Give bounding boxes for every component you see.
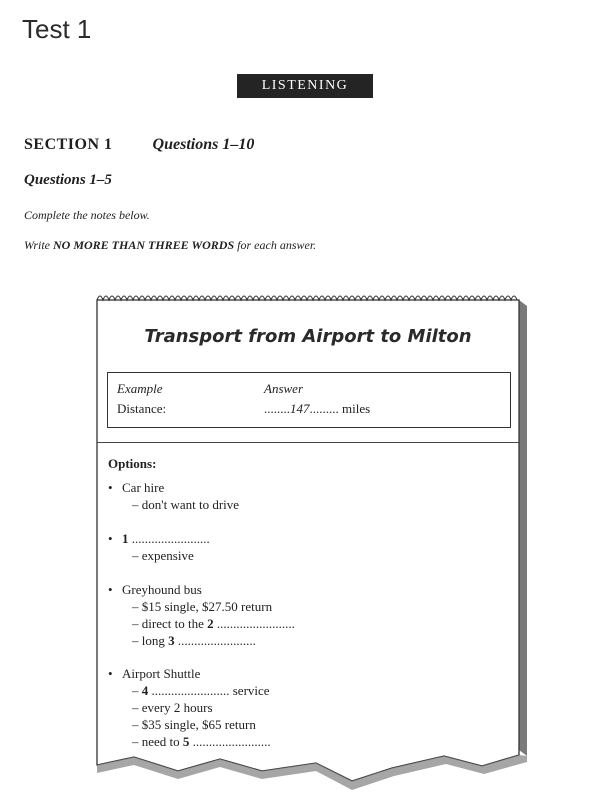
greyhound-price: – $15 single, $27.50 return — [132, 599, 273, 614]
questions-range: Questions 1–10 — [152, 136, 255, 153]
bullet-icon: • — [108, 666, 113, 681]
question-4 — [132, 683, 270, 699]
answer-label: Answer — [264, 381, 303, 396]
question-5 — [132, 734, 271, 750]
example-label: Example — [117, 381, 163, 396]
question-1-detail: – expensive — [132, 548, 194, 563]
shuttle-frequency: – every 2 hours — [132, 700, 213, 715]
instruction-complete: Complete the notes below. — [24, 208, 150, 222]
answer-blank: ........................ — [189, 734, 271, 749]
answer-blank: ........................ — [128, 531, 210, 546]
option-shuttle — [108, 666, 200, 682]
question-number: 2 — [207, 616, 214, 631]
example-answer — [264, 401, 370, 417]
paper-shadow — [519, 300, 527, 756]
listening-banner: LISTENING — [237, 74, 373, 98]
bullet-icon: • — [108, 531, 113, 546]
instruction-bold: NO MORE THAN THREE WORDS — [53, 238, 235, 252]
example-field: Distance: — [117, 401, 167, 416]
answer-blank: ........................ — [174, 633, 256, 648]
instruction-pre: Write — [24, 238, 53, 252]
option-label: Car hire — [122, 480, 165, 495]
instruction-post: for each answer. — [234, 238, 317, 252]
bullet-icon: • — [108, 480, 113, 495]
question-number: 5 — [182, 734, 190, 749]
question-3 — [132, 633, 256, 649]
option-label: Airport Shuttle — [122, 666, 201, 681]
question-number: 3 — [168, 633, 175, 648]
option-greyhound — [108, 582, 202, 598]
option-label: Greyhound bus — [122, 582, 202, 597]
answer-value: 147 — [290, 401, 310, 416]
answer-blank: ........................ — [213, 616, 295, 631]
notes-divider — [97, 442, 519, 443]
question-2 — [132, 616, 295, 632]
notes-title: Transport from Airport to Milton — [144, 326, 472, 347]
car-hire-detail: – don't want to drive — [132, 497, 240, 512]
q4-prefix: – — [132, 683, 142, 698]
section-label: SECTION 1 — [24, 136, 113, 153]
question-1 — [108, 531, 210, 547]
answer-dots-post: ......... miles — [309, 401, 371, 416]
test-title: Test 1 — [22, 14, 92, 44]
q2-prefix: – direct to the — [132, 616, 208, 631]
option-car-hire — [108, 480, 164, 496]
question-number: 1 — [122, 531, 129, 546]
answer-dots-pre: ........ — [264, 401, 290, 416]
example-box — [107, 372, 511, 428]
sub-heading: Questions 1–5 — [24, 172, 112, 188]
question-number: 4 — [141, 683, 149, 698]
options-heading: Options: — [108, 456, 157, 471]
shuttle-price: – $35 single, $65 return — [132, 717, 256, 732]
bullet-icon: • — [108, 582, 113, 597]
q5-prefix: – need to — [132, 734, 183, 749]
answer-blank: ........................ service — [148, 683, 270, 698]
q3-prefix: – long — [132, 633, 169, 648]
